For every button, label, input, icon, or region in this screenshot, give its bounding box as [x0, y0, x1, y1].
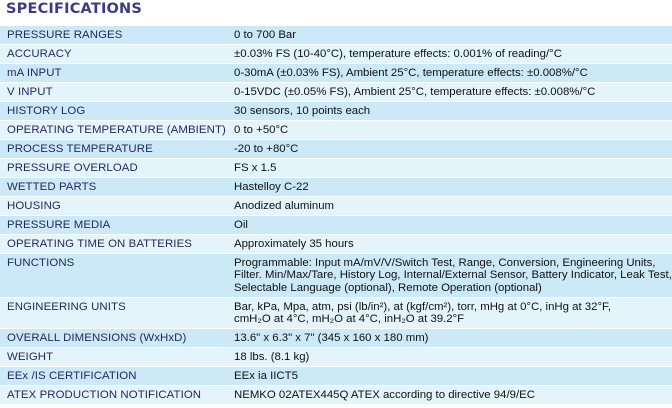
spec-value: Approximately 35 hours — [228, 235, 672, 254]
spec-label: V INPUT — [0, 83, 228, 102]
spec-value: Programmable: Input mA/mV/V/Switch Test, Range, Conversion, Engineering Units, Filter. Min/Max/Tare, History Log, Internal/External Sensor, Battery Indicator, Leak Test, Selectable Language (optional), Remote Operation (optional) — [228, 254, 672, 298]
spec-label: HISTORY LOG — [0, 102, 228, 121]
table-row — [0, 45, 672, 64]
spec-label: WETTED PARTS — [0, 178, 228, 197]
table-row — [0, 64, 672, 83]
table-row — [0, 254, 672, 298]
table-row — [0, 178, 672, 197]
table-row — [0, 26, 672, 45]
specifications-table — [0, 26, 672, 405]
table-row — [0, 140, 672, 159]
table-row — [0, 348, 672, 367]
spec-label: PRESSURE MEDIA — [0, 216, 228, 235]
spec-value: 0 to 700 Bar — [228, 26, 672, 45]
spec-value: Anodized aluminum — [228, 197, 672, 216]
engineering-units-line-2: cmH₂O at 4°C, mH₂O at 4°C, inH₂O at 39.2°F — [234, 313, 465, 326]
spec-label: OVERALL DIMENSIONS (WxHxD) — [0, 329, 228, 348]
spec-label: FUNCTIONS — [0, 254, 228, 298]
table-row — [0, 197, 672, 216]
spec-label: EEx /IS CERTIFICATION — [0, 367, 228, 386]
spec-label: ENGINEERING UNITS — [0, 298, 228, 329]
table-row — [0, 216, 672, 235]
spec-label: PRESSURE OVERLOAD — [0, 159, 228, 178]
spec-label: ATEX PRODUCTION NOTIFICATION — [0, 386, 228, 405]
spec-value: NEMKO 02ATEX445Q ATEX according to directive 94/9/EC — [228, 386, 672, 405]
spec-value: 18 lbs. (8.1 kg) — [228, 348, 672, 367]
table-row — [0, 298, 672, 329]
spec-value — [228, 298, 672, 329]
spec-label: WEIGHT — [0, 348, 228, 367]
spec-label: OPERATING TEMPERATURE (AMBIENT) — [0, 121, 228, 140]
table-row — [0, 367, 672, 386]
spec-value: 0 to +50°C — [228, 121, 672, 140]
spec-label: PROCESS TEMPERATURE — [0, 140, 228, 159]
page-title: SPECIFICATIONS — [6, 1, 143, 17]
spec-value: 13.6" x 6.3" x 7" (345 x 160 x 180 mm) — [228, 329, 672, 348]
spec-value: 0-30mA (±0.03% FS), Ambient 25°C, temperature effects: ±0.008%/°C — [228, 64, 672, 83]
spec-label: mA INPUT — [0, 64, 228, 83]
spec-label: PRESSURE RANGES — [0, 26, 228, 45]
table-row — [0, 235, 672, 254]
spec-value: Oil — [228, 216, 672, 235]
table-row — [0, 83, 672, 102]
spec-label: HOUSING — [0, 197, 228, 216]
table-row — [0, 159, 672, 178]
spec-value: 30 sensors, 10 points each — [228, 102, 672, 121]
spec-value: FS x 1.5 — [228, 159, 672, 178]
spec-value: 0-15VDC (±0.05% FS), Ambient 25°C, temperature effects: ±0.008%/°C — [228, 83, 672, 102]
spec-label: ACCURACY — [0, 45, 228, 64]
spec-value: ±0.03% FS (10-40°C), temperature effects: 0.001% of reading/°C — [228, 45, 672, 64]
spec-label: OPERATING TIME ON BATTERIES — [0, 235, 228, 254]
spec-value: Hastelloy C-22 — [228, 178, 672, 197]
table-row — [0, 386, 672, 405]
spec-value: EEx ia IICT5 — [228, 367, 672, 386]
engineering-units-line-1: Bar, kPa, Mpa, atm, psi (lb/in²), at (kgf/cm²), torr, mHg at 0°C, inHg at 32°F, — [234, 301, 611, 313]
table-row — [0, 102, 672, 121]
table-row — [0, 329, 672, 348]
spec-value: -20 to +80°C — [228, 140, 672, 159]
table-row — [0, 121, 672, 140]
